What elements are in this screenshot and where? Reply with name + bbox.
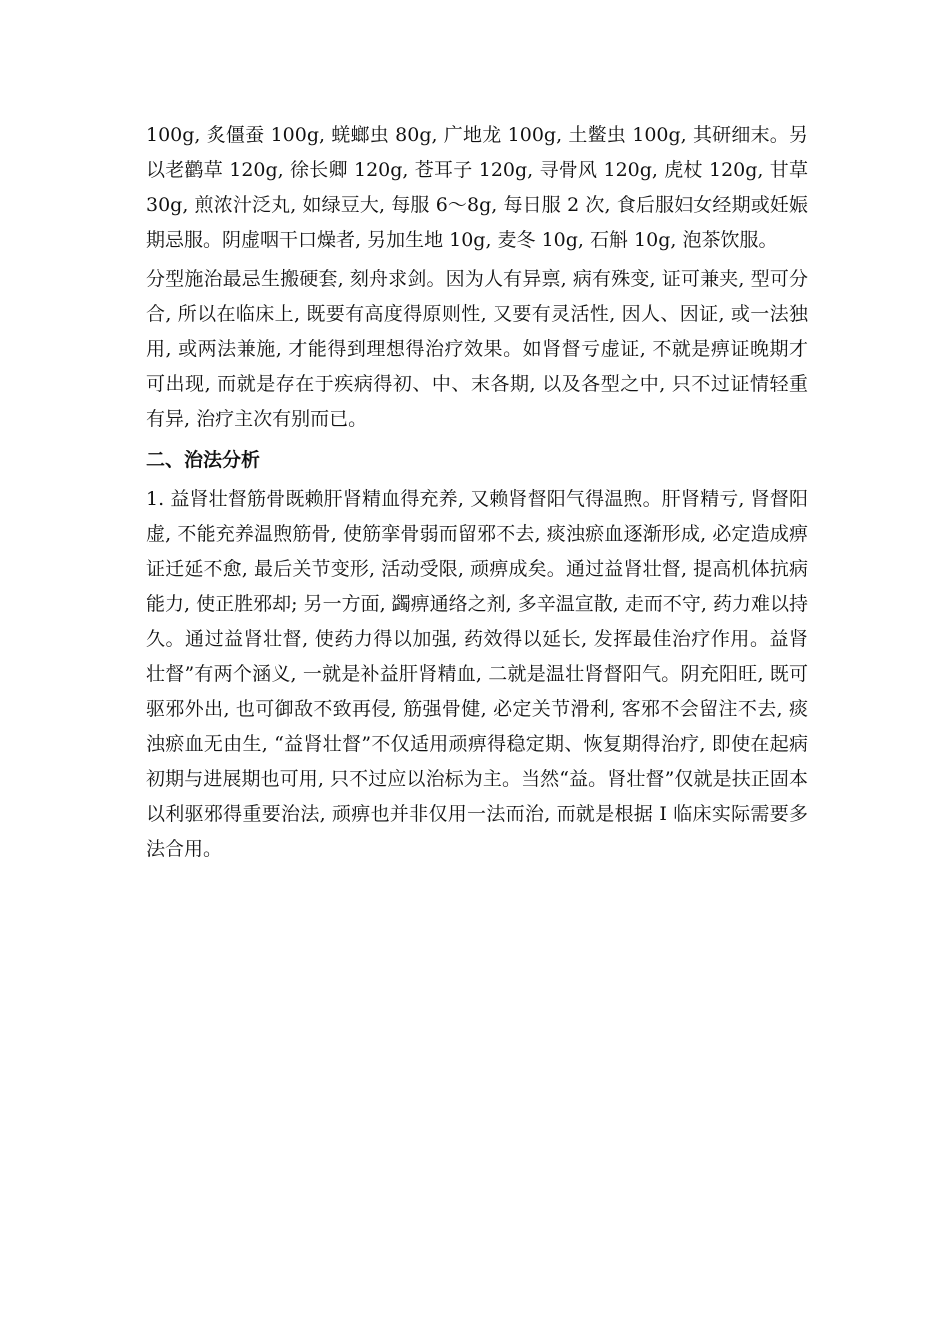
document-body [146,118,808,867]
section-heading: 二、治法分析 [146,449,261,471]
paragraph-treatment-analysis: 1. 益肾壮督筋骨既赖肝肾精血得充养, 又赖肾督阳气得温煦。肝肾精亏, 肾督阳虚, 不能充养温煦筋骨, 使筋挛骨弱而留邪不去, 痰浊瘀血逐渐形成, 必定造成痹证迁延不愈, 最后关节变形, 活动受限, 顽痹成矣。通过益肾壮督, 提高机体抗病能力, 使正胜邪却; 另一方面, 蠲痹通络之剂, 多辛温宣散, 走而不守, 药力难以持久。通过益肾壮督, 使药力得以加强, 药效得以延长, 发挥最佳治疗作用。益肾壮督”有两个涵义, 一就是补益肝肾精血, 二就是温壮肾督阳气。阴充阳旺, 既可驱邪外出, 也可御敌不致再侵, 筋强骨健, 必定关节滑利, 客邪不会留注不去, 痰浊瘀血无由生, “益肾壮督”不仅适用顽痹得稳定期、恢复期得治疗, 即使在起病初期与进展期也可用, 只不过应以治标为主。当然“益。肾壮督”仅就是扶正固本以利驱邪得重要治法, 顽痹也并非仅用一法而治, 而就是根据 I 临床实际需要多法合用。 [146,488,808,860]
paragraph-syndrome-treatment: 分型施治最忌生搬硬套, 刻舟求剑。因为人有异禀, 病有殊变, 证可兼夹, 型可分合, 所以在临床上, 既要有高度得原则性, 又要有灵活性, 因人、因证, 或一法独用, 或两法兼施, 才能得到理想得治疗效果。如肾督亏虚证, 不就是痹证晚期才可出现, 而就是存在于疾病得初、中、末各期, 以及各型之中, 只不过证情轻重有异, 治疗主次有别而已。 [146,268,808,430]
paragraph-formula: 100g, 炙僵蚕 100g, 蜣螂虫 80g, 广地龙 100g, 土鳖虫 100g, 其研细末。另以老鹳草 120g, 徐长卿 120g, 苍耳子 120g, 寻骨风 120g, 虎杖 120g, 甘草 30g, 煎浓汁泛丸, 如绿豆大, 每服 6～8g, 每日服 2 次, 食后服妇女经期或妊娠期忌服。阴虚咽干口燥者, 另加生地 10g, 麦冬 10g, 石斛 10g, 泡茶饮服。 [146,124,808,251]
